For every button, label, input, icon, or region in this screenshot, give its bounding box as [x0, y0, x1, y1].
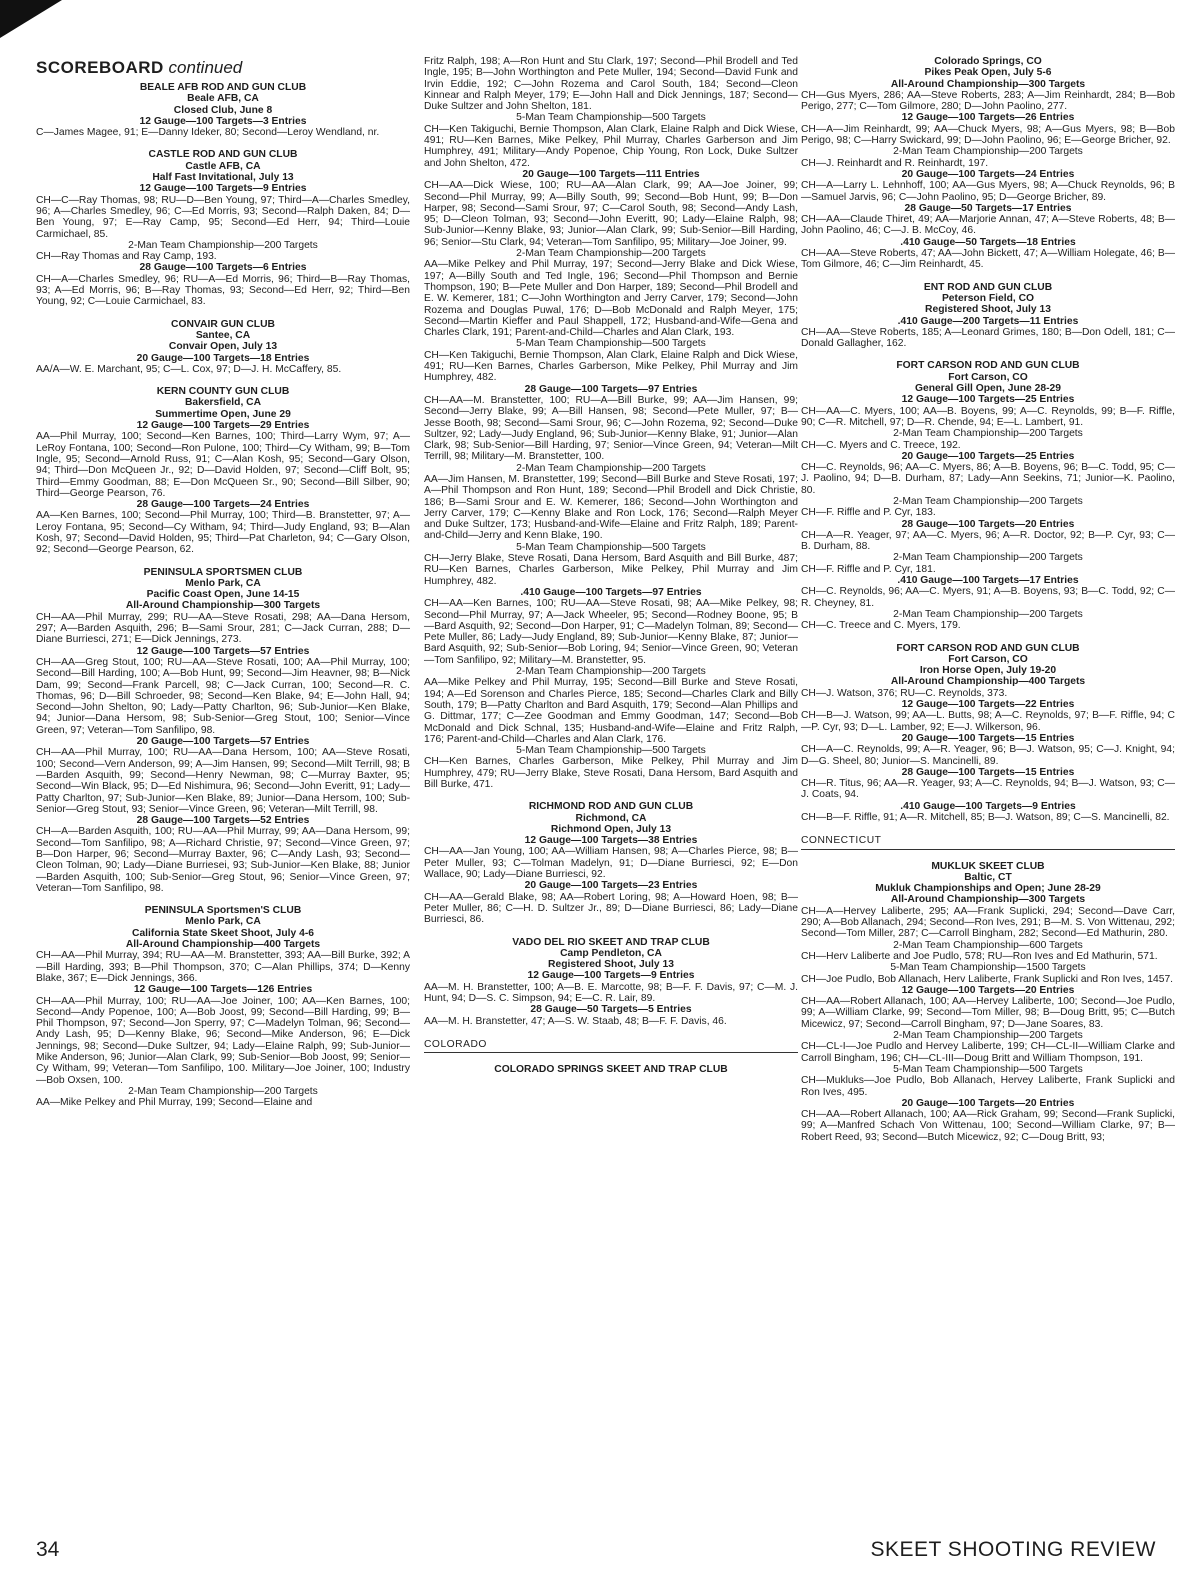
team-event-heading: 5-Man Team Championship—500 Targets	[516, 541, 706, 553]
results-paragraph: CH—Ray Thomas and Ray Camp, 193.	[36, 251, 217, 263]
results-paragraph: CH—AA—Dick Wiese, 100; RU—AA—Alan Clark, 99; AA—Joe Joiner, 99; Second—Phil Murray, 99; A—Billy South, 99; Second—Bob Hunt, 99; B—Don Harper, 98; Second—Sami Srour, 97; C—Carol South, 98; Second—Andy Lash, 95; D—Cleon Tolman, 93; Second—John Everitt, 90; Lady—Elaine Ralph, 98; Sub-Junior—Kenny Blake, 93; Junior—Alan Clark, 99; Sub-Senior—Bill Harding, 96; Senior—Stu Clark, 94; Veteran—Tom Sanfilipo, 95; Military—Joe Joiner, 99.	[424, 180, 798, 248]
event-heading: 20 Gauge—100 Targets—23 Entries	[524, 880, 698, 892]
results-paragraph: CH—A—Charles Smedley, 96; RU—A—Ed Morris, 96; Third—B—Ray Thomas, 93; A—Ed Morris, 96; B—Ray Thomas, 93; Second—Ed Herr, 92; Third—Ben Young, 92; C—Louie Carmichael, 83.	[36, 273, 410, 308]
results-paragraph: CH—C. Reynolds, 96; AA—C. Myers, 86; A—B. Boyens, 96; B—C. Todd, 95; C—J. Paolino, 94; D—B. Durham, 87; Lady—Ann Seekins, 71; Junior—K. Paolino, 80.	[801, 462, 1175, 496]
page-number: 34	[36, 1538, 60, 1561]
event-heading: 12 Gauge—100 Targets—26 Entries	[901, 112, 1075, 124]
team-event-heading: 2-Man Team Championship—200 Targets	[516, 666, 706, 678]
results-paragraph: CH—A—C. Reynolds, 99; A—R. Yeager, 96; B—J. Watson, 95; C—J. Knight, 94; D—G. Sheel, 80; Junior—S. Mancinelli, 89.	[801, 744, 1175, 767]
team-event-heading: 5-Man Team Championship—500 Targets	[516, 745, 706, 757]
club-detail: Convair Open, July 13	[168, 341, 278, 353]
club-detail: Camp Pendleton, CA	[560, 947, 662, 959]
results-paragraph: CH—AA—Phil Murray, 100; RU—AA—Joe Joiner, 100; AA—Ken Barnes, 100; Second—Andy Popenoe, 100; A—Bob Joost, 99; Second—Bill Harding, 99; B—Phil Thompson, 97; Second—Jon Sperry, 97; C—Madelyn Tolman, 96; Second—Andy Lash, 95; D—Kenny Blake, 96; Second—Mike Anderson, 96; E—Dick Jennings, 98; Second—Duke Sultzer, 94; Lady—Elaine Ralph, 99; Sub-Junior—Mike Anderson, 96; Junior—Alan Clark, 99; Sub-Senior—Bob Joost, 99; Senior—Cy Witham, 99; Veteran—Tom Sanfilipo, 100. Military—Joe Joiner, 100; Industry—Bob Oxsen, 100.	[36, 995, 410, 1086]
results-paragraph: CH—F. Riffle and P. Cyr, 181.	[801, 563, 936, 575]
results-paragraph: AA—Ken Barnes, 100; Second—Phil Murray, 100; Third—B. Branstetter, 97; A—Leroy Fontana, 95; Second—Cy Witham, 94; Third—Judy England, 93; B—Alan Kosh, 97; Second—David Holden, 95; Third—Pat Charleton, 94; C—Gary Olson, 92; Second—George Pearson, 62.	[36, 510, 410, 556]
results-paragraph: CH—AA—Jan Young, 100; AA—William Hansen, 98; A—Charles Pierce, 98; B—Peter Muller, 93; C—Tolman Madelyn, 91; D—Diane Burriesci, 92; E—Don Wallace, 90; Lady—Diane Burriesci, 92.	[424, 846, 798, 881]
masthead	[36, 58, 410, 78]
club-detail: Beale AFB, CA	[187, 93, 259, 105]
club-name: MUKLUK SKEET CLUB	[931, 860, 1045, 872]
club-detail: Baltic, CT	[964, 871, 1012, 883]
results-paragraph: CH—C—Ray Thomas, 98; RU—D—Ben Young, 97; Third—A—Charles Smedley, 96; A—Charles Smedley, 96; C—Ed Morris, 93; Second—Ralph Daken, 84; D—Ben Young, 97; E—Ray Camp, 95; Second—Ed Herr, 94; Third—Louie Carmichael, 85.	[36, 194, 410, 240]
event-heading: 20 Gauge—100 Targets—24 Entries	[901, 168, 1075, 180]
team-event-heading: 2-Man Team Championship—200 Targets	[128, 1085, 318, 1097]
column-2-body	[424, 56, 798, 1076]
team-event-heading: 2-Man Team Championship—200 Targets	[128, 239, 318, 251]
club-detail: Menlo Park, CA	[185, 577, 261, 589]
club-name: PENINSULA Sportsmen'S CLUB	[144, 905, 302, 917]
club-name: FORT CARSON ROD AND GUN CLUB	[896, 360, 1080, 372]
event-heading: 20 Gauge—100 Targets—18 Entries	[136, 352, 310, 364]
club-name: CASTLE ROD AND GUN CLUB	[148, 149, 298, 161]
results-paragraph: C—James Magee, 91; E—Danny Ideker, 80; Second—Leroy Wendland, nr.	[36, 127, 380, 139]
team-event-heading: 2-Man Team Championship—200 Targets	[516, 462, 706, 474]
club-detail: Castle AFB, CA	[185, 160, 261, 172]
column-1	[36, 56, 410, 1518]
event-heading: .410 Gauge—100 Targets—9 Entries	[900, 800, 1076, 812]
results-paragraph: CH—Gus Myers, 286; AA—Steve Roberts, 283; A—Jim Reinhardt, 284; B—Bob Perigo, 277; C—Tom Gilmore, 280; D—John Paolino, 277.	[801, 89, 1175, 113]
event-heading: All-Around Championship—400 Targets	[125, 939, 321, 951]
event-heading: 28 Gauge—50 Targets—5 Entries	[530, 1004, 692, 1016]
club-detail: Richmond Open, July 13	[550, 823, 672, 835]
club-name: COLORADO SPRINGS SKEET AND TRAP CLUB	[494, 1064, 728, 1076]
results-paragraph: CH—Ken Barnes, Charles Garberson, Mike Pelkey, Phil Murray and Jim Humphrey, 479; RU—Jerry Blake, Steve Rosati, Dana Hersom, Bard Asquith and Bill Burke, 471.	[424, 756, 798, 790]
team-event-heading: 5-Man Team Championship—500 Targets	[516, 112, 706, 124]
event-heading: 20 Gauge—100 Targets—20 Entries	[901, 1097, 1075, 1109]
results-paragraph: AA—M. H. Branstetter, 47; A—S. W. Staab, 48; B—F. F. Davis, 46.	[424, 1015, 727, 1027]
club-detail: Summertime Open, June 29	[155, 408, 291, 420]
event-heading: 20 Gauge—100 Targets—25 Entries	[901, 450, 1075, 462]
results-paragraph: CH—Herv Laliberte and Joe Pudlo, 578; RU—Ron Ives and Ed Mathurin, 571.	[801, 950, 1158, 962]
event-heading: 12 Gauge—100 Targets—57 Entries	[136, 645, 310, 657]
results-paragraph: CH—C. Reynolds, 96; AA—C. Myers, 91; A—B. Boyens, 93; B—C. Todd, 92; C—R. Cheyney, 81.	[801, 586, 1175, 609]
club-name: KERN COUNTY GUN CLUB	[156, 386, 290, 398]
event-heading: .410 Gauge—100 Targets—97 Entries	[520, 586, 702, 598]
column-3-body	[801, 56, 1175, 1143]
team-event-heading: 2-Man Team Championship—200 Targets	[893, 146, 1083, 158]
club-name: ENT ROD AND GUN CLUB	[923, 281, 1053, 293]
results-paragraph: CH—C. Myers and C. Treece, 192.	[801, 439, 961, 451]
club-name: BEALE AFB ROD AND GUN CLUB	[139, 82, 307, 93]
team-event-heading: 5-Man Team Championship—1500 Targets	[890, 962, 1086, 974]
results-paragraph: CH—AA—Ken Barnes, 100; RU—AA—Steve Rosati, 98; AA—Mike Pelkey, 98; Second—Phil Murray, 97; A—Jack Wheeler, 95; Second—Rodney Boone, 95; B—Bard Asquith, 92; Second—Don Harper, 91; C—Madelyn Tolman, 89; Second—Pete Muller, 86; Lady—Judy England, 89; Sub-Junior—Kenny Blake, 87; Junior—Bard Asquith, 92; Sub-Senior—Bob Loring, 94; Senior—Vince Green, 90; Veteran—Tom Sanfilipo, 92; Military—M. Branstetter, 95.	[424, 598, 798, 666]
club-detail: Bakersfield, CA	[184, 397, 262, 409]
results-paragraph: CH—CL-I—Joe Pudlo and Hervey Laliberte, 199; CH—CL-II—William Clarke and Carroll Bingham, 196; CH—CL-III—Doug Britt and William Thompson, 191.	[801, 1041, 1175, 1064]
event-heading: 12 Gauge—100 Targets—20 Entries	[901, 984, 1075, 996]
results-paragraph: CH—A—Barden Asquith, 100; RU—AA—Phil Murray, 99; AA—Dana Hersom, 99; Second—Tom Sanfilipo, 98; A—Richard Christie, 97; Second—Vince Green, 97; B—Don Harper, 96; Second—Murray Baxter, 96; C—Andy Lash, 93; Second—Cleon Tolman, 90; Lady—Diane Burriesei, 93; Sub-Junior—Ken Blake, 88; Junior—Barden Asquith, 100; Sub-Senior—Greg Stout, 96; Senior—Vince Green, 97; Veteran—Tom Sanfilipo, 98.	[36, 826, 410, 894]
results-paragraph: CH—B—F. Riffle, 91; A—R. Mitchell, 85; B—J. Watson, 89; C—S. Mancinelli, 82.	[801, 812, 1170, 823]
club-name: RICHMOND ROD AND GUN CLUB	[528, 801, 694, 813]
event-heading: .410 Gauge—100 Targets—17 Entries	[897, 575, 1079, 587]
results-paragraph: CH—AA—Greg Stout, 100; RU—AA—Steve Rosati, 100; AA—Phil Murray, 100; Second—Bill Harding, 100; A—Bob Hunt, 99; Second—Jim Heavner, 98; B—Nick Dam, 99; Second—Frank Parcell, 98; C—Jack Curran, 100; Second—R. C. Thomas, 96; D—Bill Schroeder, 98; Second—Ken Blake, 94; E—John Hall, 94; Second—John Shelton, 90; Lady—Patty Charlton, 96; Sub-Junior—Ken Blake, 94; Junior—Dana Hersom, 98; Sub-Senior—Greg Stout, 100; Senior—Vince Green, 97; Veteran—Tom Sanfilipo, 98.	[36, 656, 410, 736]
club-detail: Peterson Field, CO	[941, 292, 1035, 304]
results-paragraph: CH—Jerry Blake, Steve Rosati, Dana Hersom, Bard Asquith and Bill Burke, 487; RU—Ken Barnes, Charles Garberson, Mike Pelkey, Phil Murray and Jim Humphrey, 482.	[424, 553, 798, 587]
event-heading: 28 Gauge—100 Targets—15 Entries	[901, 766, 1075, 778]
results-paragraph: AA—Mike Pelkey and Phil Murray, 199; Second—Elaine and	[36, 1097, 313, 1109]
club-detail: Registered Shoot, July 13	[548, 959, 674, 971]
corner-registration-mark	[0, 0, 62, 38]
results-paragraph: CH—J. Reinhardt and R. Reinhardt, 197.	[801, 157, 989, 169]
event-heading: All-Around Championship—400 Targets	[890, 676, 1086, 688]
event-heading: 28 Gauge—100 Targets—20 Entries	[901, 518, 1075, 530]
results-paragraph: CH—AA—Gerald Blake, 98; AA—Robert Loring, 98; A—Howard Hoen, 98; B—Peter Muller, 86; C—H. D. Sultzer Jr., 89; D—Diane Burriesci, 86; Lady—Diane Burriesci, 86.	[424, 891, 798, 926]
event-heading: 12 Gauge—100 Targets—29 Entries	[136, 420, 310, 432]
masthead-title: SCOREBOARD	[36, 58, 164, 77]
results-paragraph: AA/A—W. E. Marchant, 95; C—L. Cox, 97; D—J. H. McCaffery, 85.	[36, 363, 342, 375]
results-paragraph: CH—AA—M. Branstetter, 100; RU—A—Bill Burke, 99; AA—Jim Hansen, 99; Second—Jerry Blake, 99; A—Bill Hansen, 98; Second—Pete Muller, 97; B—Jesse Booth, 98; Second—Sami Srour, 96; C—John Rozema, 92; Second—Duke Sultzer, 92; Lady—Judy England, 96; Sub-Junior—Kenny Blake, 91; Junior—Alan Clark, 98; Sub-Senior—Bill Harding, 97; Senior—Vince Green, 94; Veteran—Milt Terrill, 98; Military—M. Branstetter, 100.	[424, 394, 798, 463]
event-heading: 12 Gauge—100 Targets—9 Entries	[527, 970, 695, 982]
results-paragraph: CH—J. Watson, 376; RU—C. Reynolds, 373.	[801, 687, 1008, 699]
event-heading: 12 Gauge—100 Targets—22 Entries	[901, 699, 1075, 711]
results-paragraph: CH—B—J. Watson, 99; AA—L. Butts, 98; A—C. Reynolds, 97; B—F. Riffle, 94; C—P. Cyr, 93; D—L. Lamber, 92; E—J. Wilkerson, 96.	[801, 710, 1175, 733]
event-heading: 28 Gauge—100 Targets—24 Entries	[136, 499, 310, 511]
team-event-heading: 5-Man Team Championship—500 Targets	[893, 1063, 1083, 1075]
results-paragraph: CH—A—Jim Reinhardt, 99; AA—Chuck Myers, 98; A—Gus Myers, 98; B—Bob Perigo, 98; C—Harry Swickard, 99; D—John Paolino, 96; E—George Bricher, 92.	[801, 123, 1175, 147]
club-name: PENINSULA SPORTSMEN CLUB	[143, 566, 303, 578]
results-paragraph: CH—Ken Takiguchi, Bernie Thompson, Alan Clark, Elaine Ralph and Dick Wiese, 491; RU—Ken Barnes, Charles Garberson, Mike Pelkey, Phil Murray and Jim Humphrey, 482.	[424, 349, 798, 384]
column-1-body	[36, 82, 410, 1109]
club-detail: General Gill Open, June 28-29	[915, 383, 1061, 395]
club-detail: Pikes Peak Open, July 5-6	[924, 67, 1052, 79]
results-paragraph: CH—AA—Phil Murray, 100; RU—AA—Dana Hersom, 100; AA—Steve Rosati, 100; Second—Vern Anderson, 99; A—Jim Hansen, 99; Second—Milt Terrill, 98; B—Barden Asquith, 99; Second—Henry Newman, 98; C—Murray Baxter, 95; Second—Win Black, 95; D—Ed Nishimura, 96; Second—John Everitt, 91; Lady—Patty Charlton, 97; Sub-Junior—Ken Blake, 89; Junior—Dana Hersom, 100; Sub-Senior—Greg Stout, 93; Senior—Vince Green, 96; Veteran—Milt Terrill, 98.	[36, 747, 410, 815]
results-paragraph: CH—Mukluks—Joe Pudlo, Bob Allanach, Hervey Laliberte, Frank Suplicki and Ron Ives, 495.	[801, 1075, 1175, 1098]
event-heading: 12 Gauge—100 Targets—126 Entries	[133, 984, 313, 996]
results-paragraph: CH—C. Treece and C. Myers, 179.	[801, 620, 961, 632]
club-detail: Registered Shoot, July 13	[925, 304, 1051, 316]
results-paragraph: CH—AA—C. Myers, 100; AA—B. Boyens, 99; A—C. Reynolds, 99; B—F. Riffle, 90; C—R. Mitchell, 97; D—R. Chende, 94; E—L. Lambert, 91.	[801, 405, 1175, 428]
results-paragraph: CH—Joe Pudlo, Bob Allanach, Herv Laliberte, Frank Suplicki and Ron Ives, 1457.	[801, 973, 1174, 985]
event-heading: All-Around Championship—300 Targets	[890, 894, 1086, 906]
results-paragraph: Fritz Ralph, 198; A—Ron Hunt and Stu Clark, 197; Second—Phil Brodell and Ted Ingle, 195; B—John Worthington and Pete Muller, 194; Second—David Funk and Irvin Eddie, 192; C—John Rozema and Carol South, 184; Second—Cleon Kinnear and Ralph Meyer, 179; E—John Hall and Dick Jennings, 187; Second—Duke Sultzer and John Shelton, 181.	[424, 56, 798, 113]
team-event-heading: 2-Man Team Championship—200 Targets	[516, 248, 706, 260]
results-paragraph: CH—A—Hervey Laliberte, 295; AA—Frank Suplicki, 294; Second—Dave Carr, 290; A—Bob Allanach, 294; Second—Ron Ives, 291; B—M. S. Von Wittenau, 292; Second—Tom Miller, 287; C—Carroll Bingham, 282; Second—Ed Mathurin, 280.	[801, 905, 1175, 940]
column-2	[424, 56, 798, 1518]
publication-name: SKEET SHOOTING REVIEW	[870, 1538, 1156, 1561]
team-event-heading: 2-Man Team Championship—600 Targets	[893, 939, 1083, 951]
event-heading: 28 Gauge—100 Targets—97 Entries	[524, 383, 698, 395]
club-detail: Menlo Park, CA	[185, 916, 261, 928]
results-paragraph: CH—AA—Phil Murray, 394; RU—AA—M. Branstetter, 393; AA—Bill Burke, 392; A—Bill Harding, 393; B—Phil Thompson, 370; C—Alan Phillips, 374; D—Kenny Blake, 367; E—Dick Jennings, 366.	[36, 950, 410, 984]
club-name: FORT CARSON ROD AND GUN CLUB	[896, 642, 1080, 654]
event-heading: 12 Gauge—100 Targets—25 Entries	[901, 394, 1075, 406]
state-heading: COLORADO	[424, 1039, 798, 1053]
results-paragraph: CH—AA—Robert Allanach, 100; AA—Rick Graham, 99; Second—Frank Suplicki, 99; A—Manfred Schach Von Wittenau, 100; Second—William Clarke, 97; B—Robert Reed, 93; Second—Butch Micewicz, 92; C—Doug Britt, 93;	[801, 1109, 1175, 1143]
event-heading: 20 Gauge—100 Targets—111 Entries	[522, 168, 700, 180]
club-detail: Fort Carson, CO	[948, 371, 1028, 383]
club-detail: Iron Horse Open, July 19-20	[919, 665, 1057, 677]
event-heading: .410 Gauge—50 Targets—18 Entries	[900, 236, 1076, 248]
results-paragraph: CH—Ken Takiguchi, Bernie Thompson, Alan Clark, Elaine Ralph and Dick Wiese, 491; RU—Ken Barnes, Mike Pelkey, Phil Murray, Charles Garberson and Jim Humphrey, 491; Military—Andy Popenoe, Chip Young, Ron Lock, Duke Sultzer and John Shelton, 472.	[424, 123, 798, 169]
event-heading: All-Around Championship—300 Targets	[890, 78, 1086, 90]
results-paragraph: AA—Jim Hansen, M. Branstetter, 199; Second—Bill Burke and Steve Rosati, 197; A—Phil Thompson and Ron Hunt, 189; Second—Phil Brodell and Dick Christie, 186; B—Sami Srour and E. W. Kemerer, 186; Second—John Worthington and Jerry Carver, 179; C—Kenny Blake and Ron Lock, 176; Second—Ralph Meyer and Duke Sultzer, 173; Husband-and-Wife—Elaine and Fritz Ralph, 189; Parent-and-Child—Jerry and Kenn Blake, 190.	[424, 473, 798, 542]
club-name: Colorado Springs, CO	[934, 56, 1042, 67]
team-event-heading: 2-Man Team Championship—200 Targets	[893, 608, 1083, 620]
event-heading: 20 Gauge—100 Targets—57 Entries	[136, 736, 310, 748]
event-heading: 28 Gauge—50 Targets—17 Entries	[904, 202, 1072, 214]
results-paragraph: CH—AA—Steve Roberts, 185; A—Leonard Grimes, 180; B—Don Odell, 181; C—Donald Gallagher, 162.	[801, 326, 1175, 350]
event-heading: 28 Gauge—100 Targets—6 Entries	[139, 262, 307, 274]
club-detail: Mukluk Championships and Open; June 28-29	[875, 883, 1101, 895]
event-heading: 20 Gauge—100 Targets—15 Entries	[901, 732, 1075, 744]
results-paragraph: AA—M. H. Branstetter, 100; A—B. E. Marcotte, 98; B—F. F. Davis, 97; C—M. J. Hunt, 94; D—S. C. Simpson, 94; E—C. R. Lair, 89.	[424, 981, 798, 1005]
results-paragraph: CH—AA—Phil Murray, 299; RU—AA—Steve Rosati, 298; AA—Dana Hersom, 297; A—Barden Asquith, 296; B—Sami Srour, 281; C—Jack Curran, 288; D—Diane Burriesci, 271; E—Dick Jennings, 273.	[36, 611, 410, 646]
club-detail: Fort Carson, CO	[948, 653, 1028, 665]
masthead-subtitle: continued	[168, 58, 243, 77]
state-heading: CONNECTICUT	[801, 835, 1175, 849]
results-paragraph: AA—Phil Murray, 100; Second—Ken Barnes, 100; Third—Larry Wym, 97; A—LeRoy Fontana, 100; Second—Ron Pulone, 100; Third—Cy Witham, 99; B—Tom Ingle, 95; Second—Arnold Russ, 91; C—Alan Kosh, 95; Second—Gary Olson, 94; Third—Don McQueen Jr., 92; D—David Holden, 97; Second—Cliff Bolt, 95; Third—Emmy Goodman, 88; E—Don McQueen Sr., 90; Second—Bill Silber, 90; Third—George Pearson, 76.	[36, 431, 410, 499]
column-3	[801, 56, 1175, 1518]
results-paragraph: CH—AA—Claude Thiret, 49; AA—Marjorie Annan, 47; A—Steve Roberts, 48; B—John Paolino, 46; C—J. B. McCoy, 46.	[801, 214, 1175, 237]
team-event-heading: 2-Man Team Championship—200 Targets	[893, 428, 1083, 440]
event-heading: 12 Gauge—100 Targets—38 Entries	[524, 835, 698, 847]
team-event-heading: 2-Man Team Championship—200 Targets	[893, 552, 1083, 564]
results-paragraph: AA—Mike Pelkey and Phil Murray, 195; Second—Bill Burke and Steve Rosati, 194; A—Ed Sorenson and Charles Pierce, 185; Second—Charles Clark and Billy South, 179; B—Patty Charlton and Bard Asquith, 179; Second—Alan Phillips and G. Dittmar, 177; C—Zee Goodman and Emmy Goodman, 147; Second—Bob McDonald and Dick Schnal, 135; Husband-and-Wife—Elaine and Fritz Ralph, 176; Parent-and-Child—Charles and Alan Clark, 176.	[424, 677, 798, 745]
club-detail: Santee, CA	[195, 329, 251, 341]
results-paragraph: AA—Mike Pelkey and Phil Murray, 197; Second—Jerry Blake and Dick Wiese, 197; A—Billy South and Ted Ingle, 196; Second—Phil Thompson and Bernie Thompson, 190; B—Pete Muller and Don Harper, 189; Second—Phil Brodell and E. W. Kemerer, 181; C—John Worthington and Jerry Carver, 179; Second—John Rozema and Douglas Puwal, 176; D—Bob McDonald and Ralph Meyer, 175; Second—Martin Kieffer and Paul Shappell, 172; Husband-and-Wife—Gena and Charles Clark, 191; Parent-and-Child—Charles and Alan Clark, 193.	[424, 259, 798, 339]
results-paragraph: CH—AA—Steve Roberts, 47; AA—John Bickett, 47; A—William Holegate, 46; B—Tom Gilmore, 46; C—Jim Reinhardt, 45.	[801, 248, 1175, 271]
results-paragraph: CH—AA—Robert Allanach, 100; AA—Hervey Laliberte, 100; Second—Joe Pudlo, 99; A—William Clarke, 99; Second—Tom Miller, 98; B—Doug Britt, 95; C—Butch Micewicz, 97; Second—Carroll Bingham, 97; D—Jane Soares, 83.	[801, 996, 1175, 1030]
event-heading: 12 Gauge—100 Targets—3 Entries	[139, 115, 307, 127]
event-heading: 12 Gauge—100 Targets—9 Entries	[139, 183, 307, 195]
club-name: VADO DEL RIO SKEET AND TRAP CLUB	[512, 936, 710, 948]
results-paragraph: CH—F. Riffle and P. Cyr, 183.	[801, 507, 936, 519]
event-heading: 28 Gauge—100 Targets—52 Entries	[136, 815, 310, 827]
team-event-heading: 2-Man Team Championship—200 Targets	[893, 1030, 1083, 1042]
club-detail: Pacific Coast Open, June 14-15	[146, 589, 300, 601]
club-name: CONVAIR GUN CLUB	[171, 318, 275, 330]
team-event-heading: 2-Man Team Championship—200 Targets	[893, 495, 1083, 507]
results-paragraph: CH—R. Titus, 96; AA—R. Yeager, 93; A—C. Reynolds, 94; B—J. Watson, 93; C—J. Coats, 94.	[801, 778, 1175, 801]
club-detail: Closed Club, June 8	[173, 104, 273, 116]
results-paragraph: CH—A—Larry L. Lehnhoff, 100; AA—Gus Myers, 98; A—Chuck Reynolds, 96; B—Samuel Jarvis, 96; C—John Paolino, 95; D—George Bricher, 89.	[801, 180, 1175, 203]
club-detail: California State Skeet Shoot, July 4-6	[132, 927, 314, 939]
event-heading: All-Around Championship—300 Targets	[125, 600, 321, 612]
results-paragraph: CH—A—R. Yeager, 97; AA—C. Myers, 96; A—R. Doctor, 92; B—P. Cyr, 93; C—B. Durham, 88.	[801, 529, 1175, 553]
event-heading: .410 Gauge—200 Targets—11 Entries	[897, 315, 1079, 327]
team-event-heading: 5-Man Team Championship—500 Targets	[516, 338, 706, 350]
club-detail: Richmond, CA	[575, 812, 647, 824]
club-detail: Half Fast Invitational, July 13	[152, 172, 294, 184]
